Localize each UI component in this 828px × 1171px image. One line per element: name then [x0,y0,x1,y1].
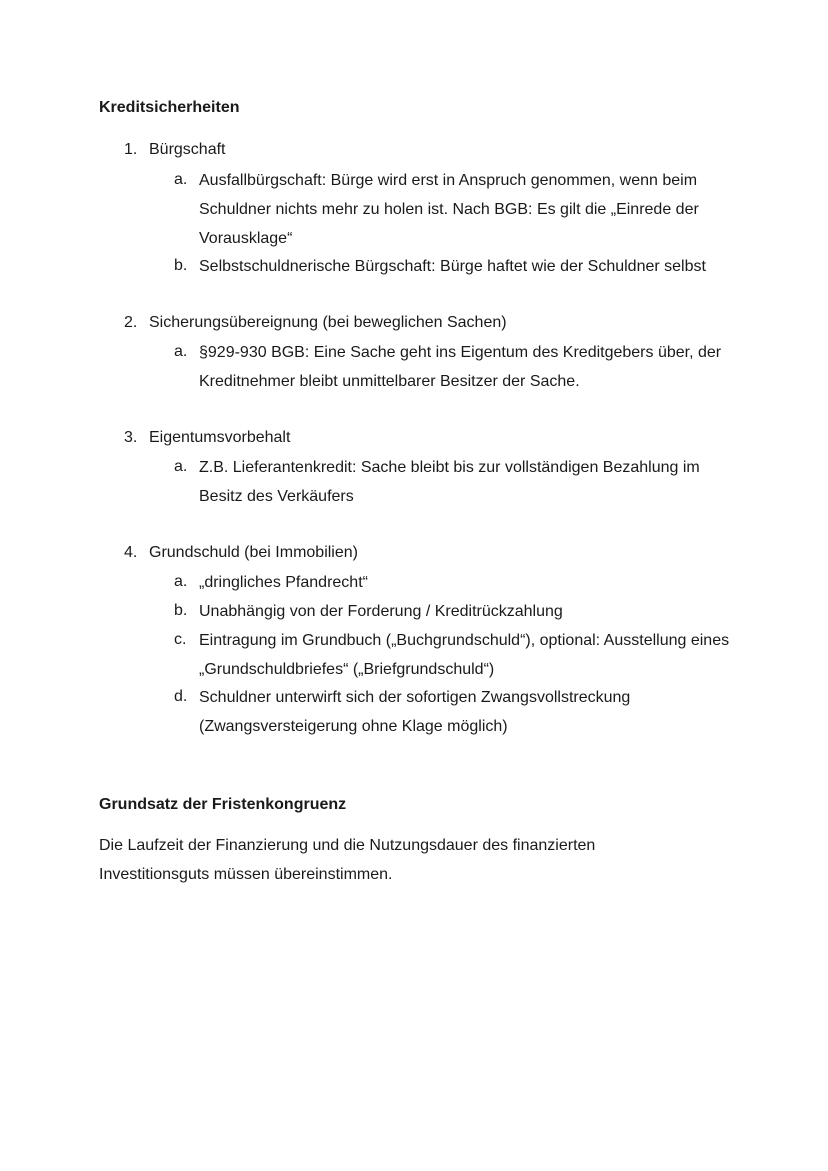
list-item-label: Grundschuld (bei Immobilien) [149,544,358,561]
sub-item-letter: a. [174,171,188,188]
list-item-label: Sicherungsübereignung (bei beweglichen Sachen) [149,314,507,331]
sub-item-text: Z.B. Lieferantenkredit: Sache bleibt bis zur vollständigen Bezahlung im Besitz des Verkäufers [199,458,700,505]
sub-item-letter: d. [174,688,188,705]
list-item-label: Eigentumsvorbehalt [149,429,291,446]
sub-item-text: Ausfallbürgschaft: Bürge wird erst in Anspruch genommen, wenn beim Schuldner nichts mehr zu holen ist. Nach BGB: Es gilt die „Einrede der Vorausklage“ [199,171,699,247]
sub-item-letter: a. [174,458,188,475]
list-item-label: Bürgschaft [149,141,226,158]
sub-item-letter: c. [174,631,187,648]
section-heading-kreditsicherheiten: Kreditsicherheiten [99,99,240,116]
sub-item-text: Eintragung im Grundbuch („Buchgrundschuld“), optional: Ausstellung eines „Grundschuldbriefes“ („Briefgrundschuld“) [199,631,730,678]
sub-item-letter: a. [174,573,188,590]
sub-item-letter: a. [174,343,188,360]
sub-item-text: Selbstschuldnerische Bürgschaft: Bürge haftet wie der Schuldner selbst [199,257,706,275]
sub-item-text: Schuldner unterwirft sich der sofortigen Zwangsvollstreckung (Zwangsversteigerung ohne Klage möglich) [199,688,631,735]
list-item-number: 1. [124,141,138,158]
list-item-number: 3. [124,429,138,446]
sub-item-text: Unabhängig von der Forderung / Kreditrückzahlung [199,602,563,620]
sub-item-letter: b. [174,602,188,619]
sub-item-text: „dringliches Pfandrecht“ [199,573,368,591]
list-item-number: 4. [124,544,138,561]
sub-item-letter: b. [174,257,188,274]
section-heading-fristenkongruenz: Grundsatz der Fristenkongruenz [99,796,347,813]
list-item-number: 2. [124,314,138,331]
sub-item-text: §929-930 BGB: Eine Sache geht ins Eigentum des Kreditgebers über, der Kreditnehmer bleibt unmittelbarer Besitzer der Sache. [199,343,722,390]
fristenkongruenz-paragraph: Die Laufzeit der Finanzierung und die Nutzungsdauer des finanzierten Investitionsguts müssen übereinstimmen. [99,837,596,883]
